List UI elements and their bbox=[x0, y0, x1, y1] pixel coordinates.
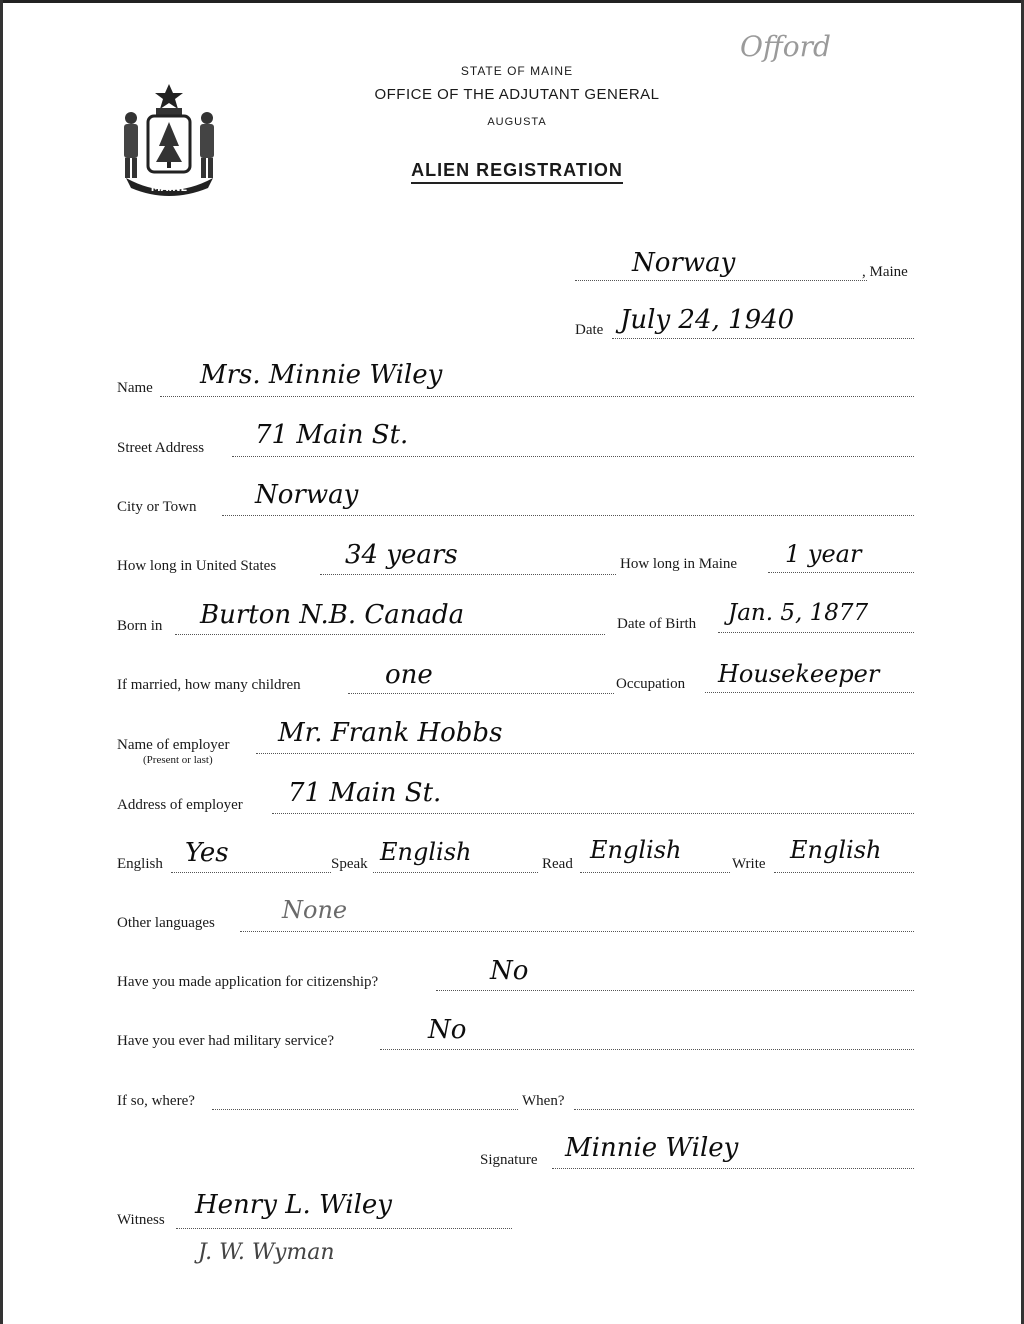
occupation-label: Occupation bbox=[616, 676, 686, 692]
us-years-line bbox=[320, 574, 616, 575]
english-line bbox=[171, 872, 331, 873]
signature-value: Minnie Wiley bbox=[565, 1133, 739, 1163]
military-label: Have you ever had military service? bbox=[117, 1033, 334, 1049]
english-value: Yes bbox=[185, 838, 229, 868]
military-value: No bbox=[428, 1015, 467, 1045]
city-line bbox=[222, 515, 914, 516]
corner-pencil-note: Offord bbox=[740, 30, 831, 63]
born-value: Burton N.B. Canada bbox=[200, 600, 465, 630]
other-languages-line bbox=[240, 931, 914, 932]
speak-line bbox=[373, 872, 538, 873]
military-line bbox=[380, 1049, 914, 1050]
employer-line bbox=[256, 753, 914, 754]
speak-value: English bbox=[380, 838, 472, 866]
where-line bbox=[212, 1109, 518, 1110]
read-value: English bbox=[590, 836, 682, 864]
children-value: one bbox=[385, 660, 433, 690]
born-label: Born in bbox=[117, 618, 163, 634]
where-label: If so, where? bbox=[117, 1093, 195, 1109]
write-line bbox=[774, 872, 914, 873]
witness-line bbox=[176, 1228, 512, 1229]
employer-address-line bbox=[272, 813, 914, 814]
svg-text:MAINE: MAINE bbox=[150, 183, 188, 194]
speak-label: Speak bbox=[331, 856, 368, 872]
us-years-value: 34 years bbox=[345, 540, 458, 570]
form-title: ALIEN REGISTRATION bbox=[0, 160, 1024, 181]
other-languages-label: Other languages bbox=[117, 915, 215, 931]
signature-line bbox=[552, 1168, 914, 1169]
read-label: Read bbox=[542, 856, 573, 872]
when-label: When? bbox=[522, 1093, 565, 1109]
employer-value: Mr. Frank Hobbs bbox=[278, 718, 503, 748]
citizenship-line bbox=[436, 990, 914, 991]
name-label: Name bbox=[117, 380, 153, 396]
employer-label: Name of employer bbox=[117, 737, 230, 753]
state-heading: STATE OF MAINE bbox=[460, 64, 574, 78]
children-line bbox=[348, 693, 614, 694]
read-line bbox=[580, 872, 730, 873]
street-line bbox=[232, 456, 914, 457]
maine-years-label: How long in Maine bbox=[620, 556, 738, 572]
page-border-left bbox=[0, 0, 3, 1324]
place-value: Norway bbox=[632, 248, 736, 278]
us-years-label: How long in United States bbox=[117, 558, 277, 574]
witness-label: Witness bbox=[117, 1212, 165, 1228]
city-label: City or Town bbox=[117, 499, 197, 515]
citizenship-value: No bbox=[490, 956, 529, 986]
date-label: Date bbox=[575, 322, 604, 338]
city-value: Norway bbox=[255, 480, 359, 510]
dob-value: Jan. 5, 1877 bbox=[728, 600, 869, 626]
write-label: Write bbox=[732, 856, 766, 872]
witness-second-value: J. W. Wyman bbox=[198, 1240, 335, 1265]
date-value: July 24, 1940 bbox=[620, 305, 795, 335]
page-border-top bbox=[0, 0, 1024, 3]
born-line bbox=[175, 634, 605, 635]
occupation-value: Housekeeper bbox=[718, 660, 880, 688]
date-line bbox=[612, 338, 914, 339]
office-heading: OFFICE OF THE ADJUTANT GENERAL bbox=[374, 86, 660, 103]
street-label: Street Address bbox=[117, 440, 205, 456]
maine-years-line bbox=[768, 572, 914, 573]
employer-address-label: Address of employer bbox=[117, 797, 243, 813]
street-value: 71 Main St. bbox=[255, 420, 409, 450]
when-line bbox=[574, 1109, 914, 1110]
write-value: English bbox=[790, 836, 882, 864]
signature-label: Signature bbox=[480, 1152, 538, 1168]
dob-label: Date of Birth bbox=[617, 616, 697, 632]
employer-sublabel: (Present or last) bbox=[143, 754, 213, 766]
city-heading: AUGUSTA bbox=[487, 116, 547, 128]
name-line bbox=[160, 396, 914, 397]
witness-value: Henry L. Wiley bbox=[195, 1190, 392, 1220]
other-languages-value: None bbox=[282, 896, 348, 924]
english-label: English bbox=[117, 856, 163, 872]
citizenship-label: Have you made application for citizenship? bbox=[117, 974, 379, 990]
place-line bbox=[575, 280, 867, 281]
name-value: Mrs. Minnie Wiley bbox=[200, 360, 443, 390]
children-label: If married, how many children bbox=[117, 677, 301, 693]
dob-line bbox=[718, 632, 914, 633]
maine-years-value: 1 year bbox=[785, 540, 862, 568]
place-suffix: , Maine bbox=[862, 264, 908, 280]
occupation-line bbox=[705, 692, 914, 693]
employer-address-value: 71 Main St. bbox=[288, 778, 442, 808]
